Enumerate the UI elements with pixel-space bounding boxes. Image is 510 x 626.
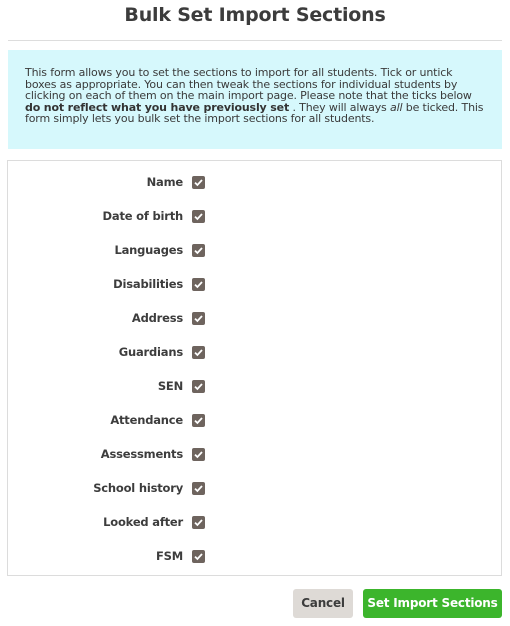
title-divider [8,40,502,41]
section-label: School history [93,481,183,495]
info-bold-text: do not reflect what you have previously set [25,100,290,114]
checkmark-icon [193,483,204,494]
section-row-fsm [8,546,503,566]
info-text-before: This form allows you to set the sections to import for all students. Tick or untick boxes as appropriate. You can then tweak the sections for individual students by clicking on each of them on the main import page. Please note that the ticks below [25,66,472,102]
disabilities-checkbox[interactable] [192,278,205,291]
section-row-attendance [8,410,503,430]
checkmark-icon [193,177,204,188]
section-row-address [8,308,503,328]
date-of-birth-checkbox[interactable] [192,210,205,223]
languages-checkbox[interactable] [192,244,205,257]
section-label: Date of birth [102,209,183,223]
assessments-checkbox[interactable] [192,448,205,461]
section-label: Disabilities [113,277,183,291]
section-label: Attendance [110,413,183,427]
checkmark-icon [193,381,204,392]
info-text-middle: . They will always [292,100,387,114]
sen-checkbox[interactable] [192,380,205,393]
section-label: Name [146,175,183,189]
checkmark-icon [193,245,204,256]
section-label: Languages [114,243,183,257]
section-row-assessments [8,444,503,464]
set-import-sections-button[interactable]: Set Import Sections [363,589,502,618]
looked-after-checkbox[interactable] [192,516,205,529]
section-row-name [8,172,503,192]
checkmark-icon [193,517,204,528]
section-label: Looked after [103,515,183,529]
section-label: Address [131,311,183,325]
section-row-sen [8,376,503,396]
checkmark-icon [193,415,204,426]
address-checkbox[interactable] [192,312,205,325]
fsm-checkbox[interactable] [192,550,205,563]
sections-panel [7,160,502,576]
checkmark-icon [193,551,204,562]
checkmark-icon [193,313,204,324]
info-text-after: be ticked. This form simply lets you bulk set the import sections for all students. [25,100,484,125]
cancel-button[interactable]: Cancel [293,589,353,618]
section-row-disabilities [8,274,503,294]
checkmark-icon [193,279,204,290]
checkmark-icon [193,449,204,460]
info-italic-text: all [390,100,403,114]
section-label: Assessments [100,447,183,461]
attendance-checkbox[interactable] [192,414,205,427]
checkmark-icon [193,347,204,358]
checkmark-icon [193,211,204,222]
section-row-languages [8,240,503,260]
info-box [8,50,502,149]
section-row-date-of-birth [8,206,503,226]
name-checkbox[interactable] [192,176,205,189]
school-history-checkbox[interactable] [192,482,205,495]
section-row-school-history [8,478,503,498]
section-row-looked-after [8,512,503,532]
section-label: SEN [157,379,183,393]
section-label: FSM [156,549,183,563]
section-label: Guardians [118,345,183,359]
page-title: Bulk Set Import Sections [124,4,386,26]
section-row-guardians [8,342,503,362]
guardians-checkbox[interactable] [192,346,205,359]
